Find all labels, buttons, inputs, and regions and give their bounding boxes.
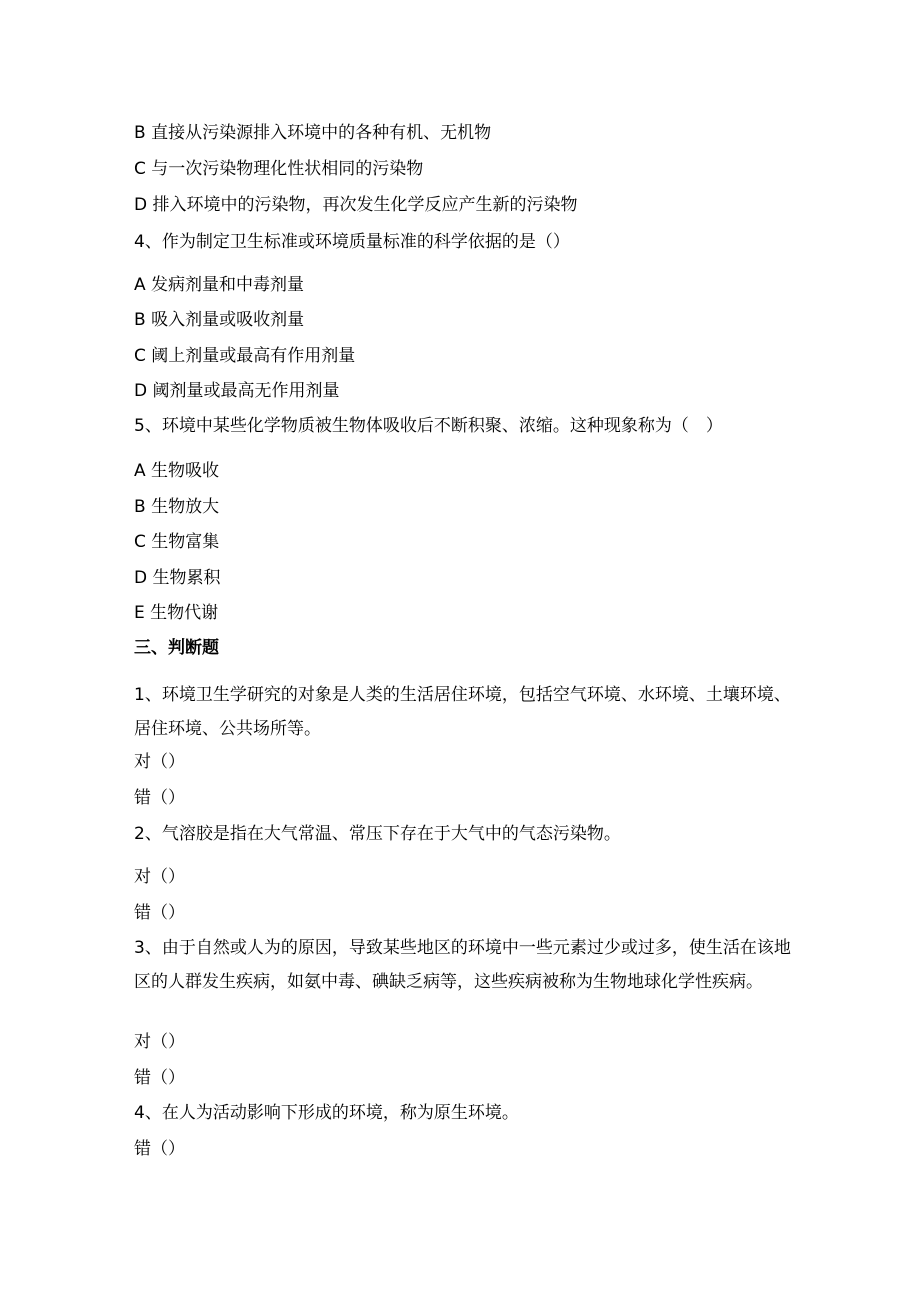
q5-option-b: B 生物放大 [134, 497, 220, 517]
tf1-true-option: 对（） [134, 752, 185, 772]
q4-option-a: A 发病剂量和中毒剂量 [134, 275, 305, 295]
q3-option-b: B 直接从污染源排入环境中的各种有机、无机物 [134, 123, 492, 143]
q4-question: 4、作为制定卫生标准或环境质量标准的科学依据的是（） [134, 232, 570, 252]
q5-question: 5、环境中某些化学物质被生物体吸收后不断积聚、浓缩。这种现象称为（ ） [134, 416, 723, 436]
tf2-true-option: 对（） [134, 867, 185, 887]
q4-option-d: D 阈剂量或最高无作用剂量 [134, 381, 340, 401]
tf1-false-option: 错（） [134, 788, 185, 808]
section-heading: 三、判断题 [134, 638, 219, 658]
tf2-false-option: 错（） [134, 903, 185, 923]
q3-option-d: D 排入环境中的污染物，再次发生化学反应产生新的污染物 [134, 195, 578, 215]
q5-option-e: E 生物代谢 [134, 603, 219, 623]
q4-option-c: C 阈上剂量或最高有作用剂量 [134, 346, 356, 366]
q5-option-a: A 生物吸收 [134, 461, 220, 481]
tf4-false-option: 错（） [134, 1139, 185, 1159]
tf1-question: 1、环境卫生学研究的对象是人类的生活居住环境，包括空气环境、水环境、土壤环境、居住环境、公共场所等。 [134, 685, 791, 739]
tf2-question: 2、气溶胶是指在大气常温、常压下存在于大气中的气态污染物。 [134, 824, 621, 844]
tf4-question: 4、在人为活动影响下形成的环境，称为原生环境。 [134, 1103, 519, 1123]
q3-option-c: C 与一次污染物理化性状相同的污染物 [134, 159, 424, 179]
tf3-true-option: 对（） [134, 1032, 185, 1052]
tf3-question: 3、由于自然或人为的原因，导致某些地区的环境中一些元素过少或过多，使生活在该地区的人群发生疾病，如氨中毒、碘缺乏病等，这些疾病被称为生物地球化学性疾病。 [134, 938, 791, 992]
tf3-false-option: 错（） [134, 1068, 185, 1088]
q4-option-b: B 吸入剂量或吸收剂量 [134, 310, 305, 330]
q5-option-d: D 生物累积 [134, 568, 221, 588]
q5-option-c: C 生物富集 [134, 532, 220, 552]
